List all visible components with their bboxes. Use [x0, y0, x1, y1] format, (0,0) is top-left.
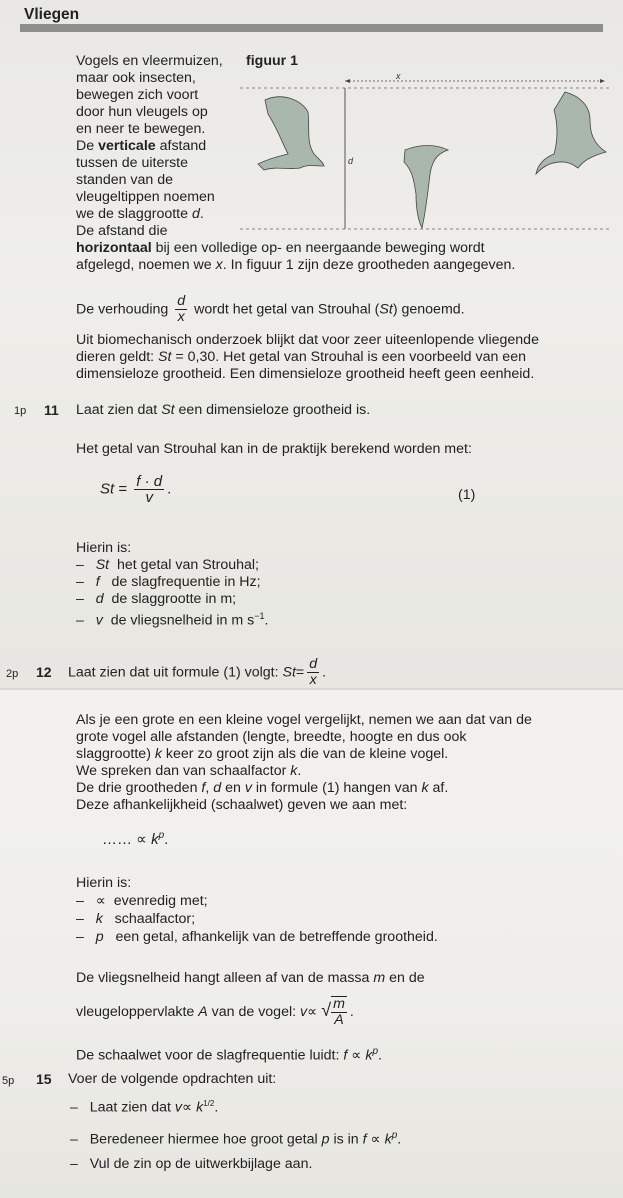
q12-text: Laat zien dat uit formule (1) volgt: St= $\frac{d}{x}$ . [68, 656, 327, 688]
d-label: d [348, 156, 354, 166]
q12-points: 2p [6, 668, 19, 680]
heading-rule [20, 24, 603, 32]
legend1-intro: Hierin is: [76, 540, 132, 556]
schaalwet-line: De schaalwet voor de slagfrequentie luidt: $f \propto k^p$. [76, 1046, 382, 1064]
scale-line-6: Deze afhankelijkheid (schaalwet) geven we aan met: [76, 797, 408, 813]
q15-points: 5p [2, 1075, 15, 1087]
prop-formula: …… ∝ $k^p$. [102, 830, 169, 848]
q11-number: 11 [44, 402, 59, 418]
scale-line-3: slaggrootte) k keer zo groot zijn als die van de kleine vogel. [76, 746, 449, 762]
ratio-line: De verhouding $\frac{d}{x}$ wordt het getal van Strouhal (St) genoemd. [76, 293, 465, 325]
scale-line-1: Als je een grote en een kleine vogel vergelijkt, nemen we aan dat van de [76, 712, 532, 728]
legend2-item-p: – p een getal, afhankelijk van de betreffende grootheid. [76, 929, 438, 945]
intro-line-3: bewegen zich voort [76, 87, 199, 103]
legend1-item-v: – v de vliegsnelheid in m $s^{-1}$. [76, 611, 269, 629]
legend1-item-st: – St het getal van Strouhal; [76, 557, 259, 573]
figure-bats [240, 70, 610, 240]
figure-label: figuur 1 [246, 53, 299, 69]
bat-right [536, 92, 606, 174]
intro-line-2: maar ook insecten, [76, 70, 196, 86]
q15-number: 15 [36, 1071, 52, 1087]
formula-1-tag: (1) [458, 487, 476, 503]
intro-line-11: De afstand die [76, 223, 168, 239]
q15-item-2: – Beredeneer hiermee hoe groot getal p is in $f \propto k^p$. [70, 1130, 402, 1148]
intro-line-1: Vogels en vleermuizen, [76, 53, 223, 69]
q15-item-1: – Laat zien dat $v\propto k^{1/2}$. [70, 1099, 219, 1116]
legend2-item-prop: – ∝ evenredig met; [76, 893, 208, 909]
q11-text: Laat zien dat St een dimensieloze grootheid is. [76, 402, 371, 418]
x-arrow-right-head [600, 79, 605, 83]
legend2-intro: Hierin is: [76, 875, 132, 891]
bat-left [258, 97, 324, 170]
scale-line-2: grote vogel alle afstanden (lengte, breedte, hoogte en dus ook [76, 729, 467, 745]
q11-points: 1p [14, 405, 27, 417]
legend1-item-d: – d de slaggrootte in m; [76, 591, 237, 607]
speed-line-1: De vliegsnelheid hangt alleen af van de massa m en de [76, 970, 425, 986]
q12-number: 12 [36, 664, 52, 680]
intro-line-6: De verticale afstand [76, 138, 207, 154]
scale-line-4: We spreken dan van schaalfactor k. [76, 763, 302, 779]
q15-intro: Voer de volgende opdrachten uit: [68, 1071, 277, 1087]
bio-line-3: dimensieloze grootheid. Een dimensieloze grootheid heeft geen eenheid. [76, 366, 535, 382]
practice-line: Het getal van Strouhal kan in de praktijk berekend worden met: [76, 441, 472, 457]
section-title: Vliegen [24, 6, 80, 23]
intro-line-8: standen van de [76, 172, 174, 188]
bat-middle [404, 146, 448, 229]
intro-line-5: en neer te bewegen. [76, 121, 206, 137]
page-bottom [0, 690, 623, 1198]
intro-line-7: tussen de uiterste [76, 155, 188, 171]
intro-line-4: door hun vleugels op [76, 104, 208, 120]
bio-line-2: dieren geldt: St = 0,30. Het getal van Strouhal is een voorbeeld van een [76, 349, 526, 365]
bio-line-1: Uit biomechanisch onderzoek blijkt dat voor zeer uiteenlopende vliegende [76, 332, 539, 348]
intro-line-9: vleugeltippen noemen [76, 189, 215, 205]
x-label: x [396, 71, 401, 81]
formula-1: St = $\frac{f \cdot d}{v}$ . [100, 473, 172, 506]
intro-line-12: horizontaal bij een volledige op- en neergaande beweging wordt [76, 240, 485, 256]
legend2-item-k: – k schaalfactor; [76, 911, 196, 927]
speed-line-2: vleugeloppervlakte A van de vogel: v∝ √ $\frac{m}{A}$ . [76, 996, 354, 1028]
legend1-item-f: – f de slagfrequentie in Hz; [76, 574, 261, 590]
q15-item-3: – Vul de zin op de uitwerkbijlage aan. [70, 1156, 313, 1172]
intro-line-10: we de slaggrootte d. [76, 206, 204, 222]
x-arrow-left-head [345, 79, 350, 83]
scale-line-5: De drie grootheden f, d en v in formule (1) hangen van k af. [76, 780, 449, 796]
intro-line-13: afgelegd, noemen we x. In figuur 1 zijn deze grootheden aangegeven. [76, 257, 516, 273]
